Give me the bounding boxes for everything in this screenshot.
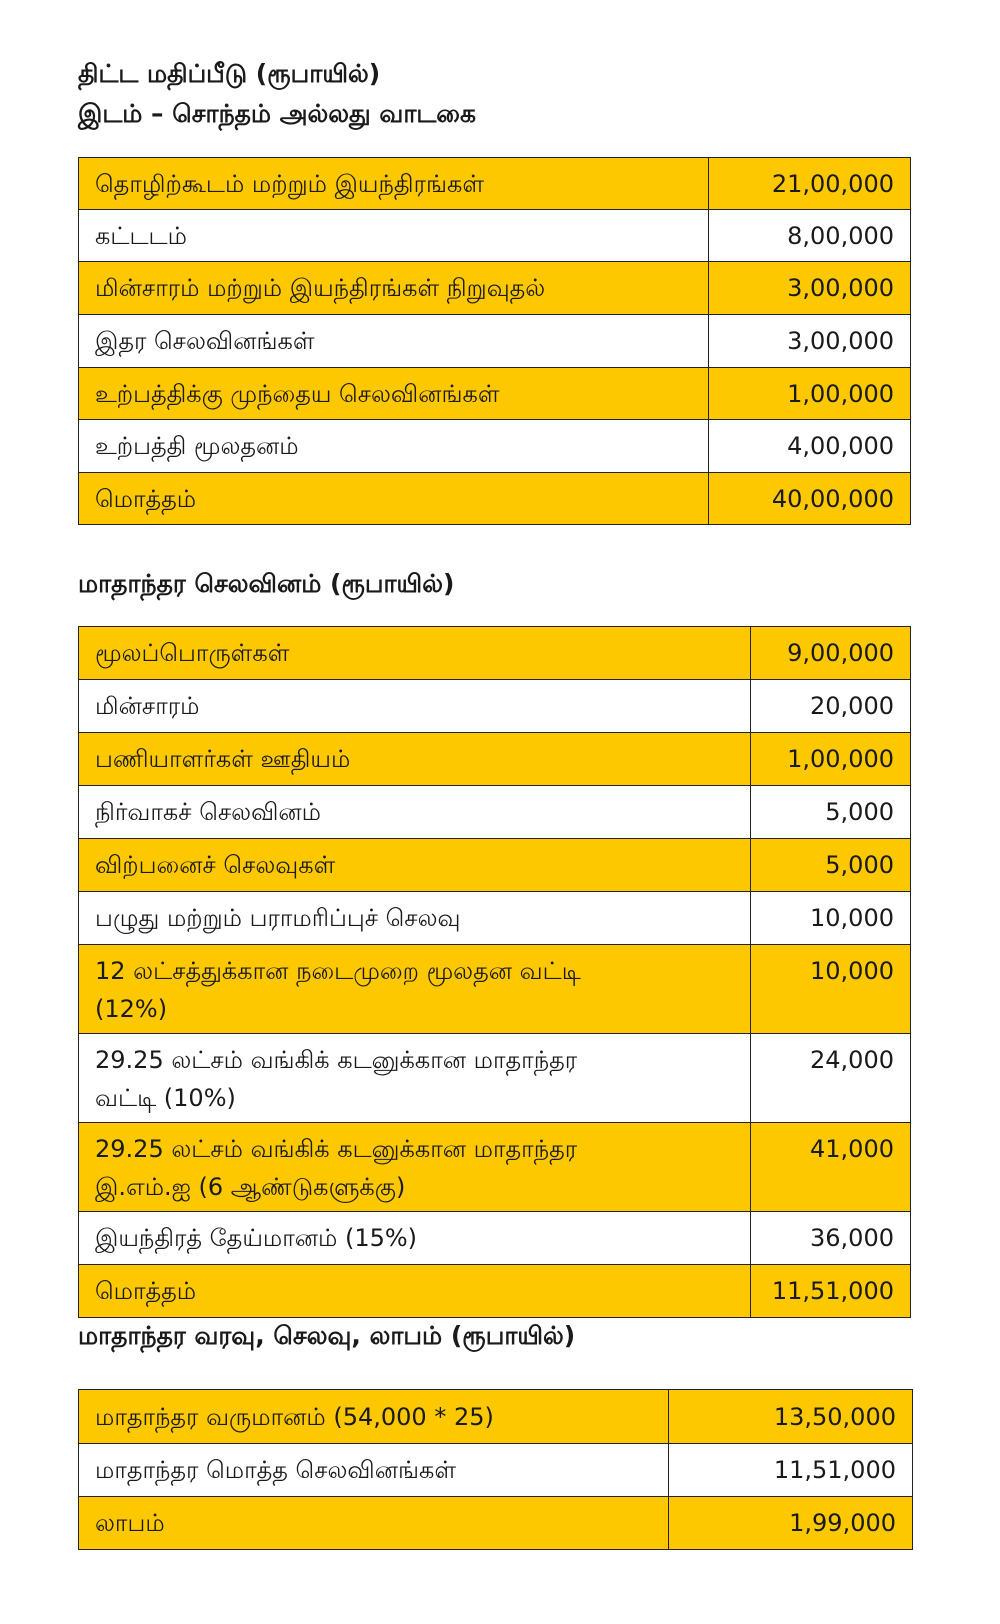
total-row (79, 473, 911, 525)
row-amount: 9,00,000 (751, 627, 911, 680)
row-label-line2: (12%) (95, 995, 168, 1023)
row-amount: 5,000 (751, 786, 911, 839)
table-row (79, 892, 911, 945)
row-label: தொழிற்கூடம் மற்றும் இயந்திரங்கள் (79, 158, 709, 210)
row-amount: 11,51,000 (669, 1444, 913, 1497)
row-amount: 36,000 (751, 1212, 911, 1265)
row-amount: 8,00,000 (709, 210, 911, 262)
row-amount: 24,000 (751, 1034, 911, 1123)
table-row (79, 1390, 913, 1444)
table-row (79, 680, 911, 733)
row-label: மின்சாரம் (79, 680, 751, 733)
project-estimate-table (78, 157, 911, 525)
row-label-line1: 29.25 லட்சம் வங்கிக் கடனுக்கான மாதாந்தர (95, 1046, 578, 1074)
row-label: நிர்வாகச் செலவினம் (79, 786, 751, 839)
total-amount: 11,51,000 (751, 1265, 911, 1318)
row-amount: 41,000 (751, 1123, 911, 1212)
row-amount: 5,000 (751, 839, 911, 892)
total-amount: 40,00,000 (709, 473, 911, 525)
row-label (79, 1034, 751, 1123)
project-estimate-title: திட்ட மதிப்பீடு (ரூபாயில்) (78, 59, 381, 88)
monthly-income-title: மாதாந்தர வரவு, செலவு, லாபம் (ரூபாயில்) (78, 1321, 576, 1350)
row-label: உற்பத்தி மூலதனம் (79, 420, 709, 473)
total-label: மொத்தம் (79, 1265, 751, 1318)
profit-row (79, 1497, 913, 1550)
table-row (79, 733, 911, 786)
row-label: பழுது மற்றும் பராமரிப்புச் செலவு (79, 892, 751, 945)
row-label: உற்பத்திக்கு முந்தைய செலவினங்கள் (79, 368, 709, 420)
table-row (79, 315, 911, 368)
table-row (79, 262, 911, 315)
row-label: பணியாளர்கள் ஊதியம் (79, 733, 751, 786)
table-row (79, 627, 911, 680)
row-amount: 10,000 (751, 945, 911, 1034)
row-label: மின்சாரம் மற்றும் இயந்திரங்கள் நிறுவுதல் (79, 262, 709, 315)
total-row (79, 1265, 911, 1318)
row-amount: 3,00,000 (709, 315, 911, 368)
row-label-line2: இ.எம்.ஐ (6 ஆண்டுகளுக்கு) (95, 1173, 406, 1201)
table-row (79, 1034, 911, 1123)
row-amount: 1,00,000 (709, 368, 911, 420)
row-label: மூலப்பொருள்கள் (79, 627, 751, 680)
project-location-subtitle: இடம் – சொந்தம் அல்லது வாடகை (78, 99, 476, 128)
monthly-expense-title: மாதாந்தர செலவினம் (ரூபாயில்) (78, 569, 455, 598)
total-label: மொத்தம் (79, 473, 709, 525)
row-amount: 4,00,000 (709, 420, 911, 473)
table-row (79, 368, 911, 420)
row-label: விற்பனைச் செலவுகள் (79, 839, 751, 892)
row-label: மாதாந்தர மொத்த செலவினங்கள் (79, 1444, 669, 1497)
profit-label: லாபம் (79, 1497, 669, 1550)
row-label: இயந்திரத் தேய்மானம் (15%) (79, 1212, 751, 1265)
table-row (79, 420, 911, 473)
row-amount: 21,00,000 (709, 158, 911, 210)
table-row (79, 158, 911, 210)
row-label-line1: 29.25 லட்சம் வங்கிக் கடனுக்கான மாதாந்தர (95, 1135, 578, 1163)
row-amount: 3,00,000 (709, 262, 911, 315)
table-row (79, 1212, 911, 1265)
row-label: மாதாந்தர வருமானம் (54,000 * 25) (79, 1390, 669, 1444)
row-label (79, 1123, 751, 1212)
monthly-expense-table (78, 626, 911, 1318)
table-row (79, 1123, 911, 1212)
profit-amount: 1,99,000 (669, 1497, 913, 1550)
table-row (79, 1444, 913, 1497)
row-label-line1: 12 லட்சத்துக்கான நடைமுறை மூலதன வட்டி (95, 957, 581, 985)
table-row (79, 945, 911, 1034)
row-amount: 13,50,000 (669, 1390, 913, 1444)
income-expense-profit-table (78, 1389, 913, 1550)
row-label (79, 945, 751, 1034)
row-amount: 20,000 (751, 680, 911, 733)
row-label: இதர செலவினங்கள் (79, 315, 709, 368)
table-row (79, 786, 911, 839)
row-label-line2: வட்டி (10%) (95, 1084, 236, 1112)
table-row (79, 839, 911, 892)
table-row (79, 210, 911, 262)
row-amount: 1,00,000 (751, 733, 911, 786)
row-amount: 10,000 (751, 892, 911, 945)
row-label: கட்டடம் (79, 210, 709, 262)
